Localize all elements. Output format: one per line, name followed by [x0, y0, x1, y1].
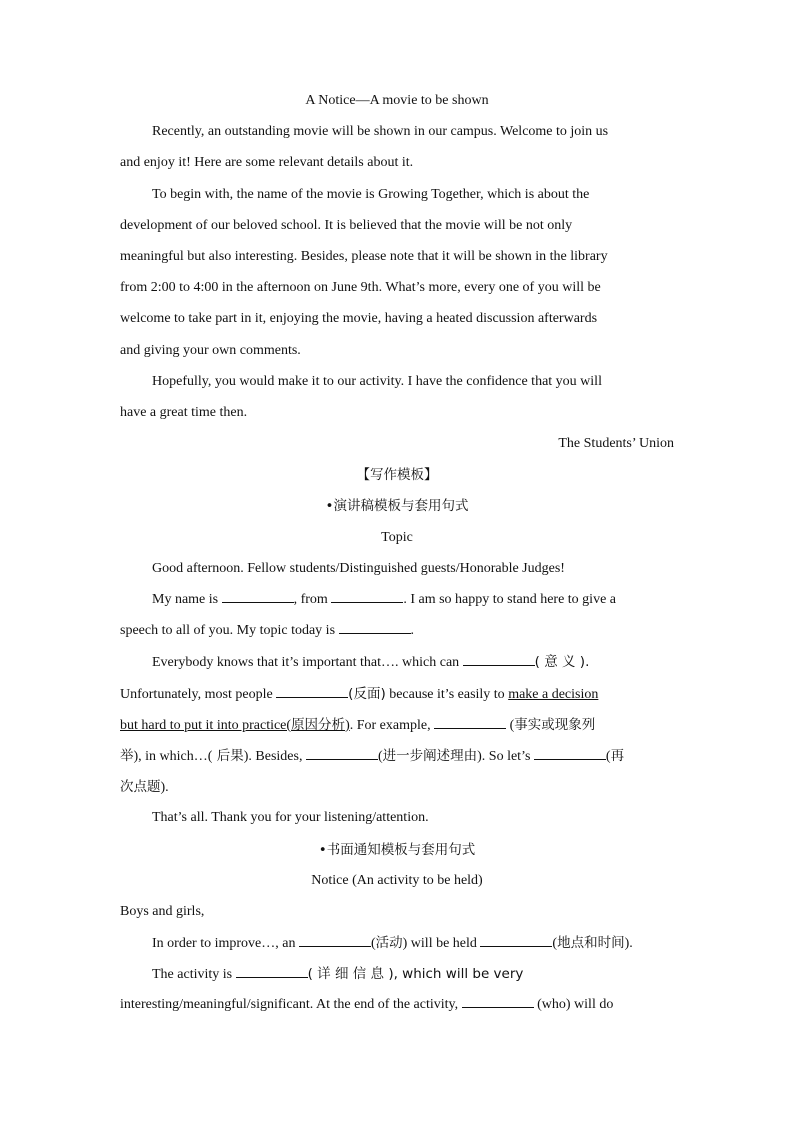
underlined-text: but hard to put it into practice( [120, 717, 292, 733]
text: ) will be held [402, 936, 481, 952]
text: ). Besides, [243, 748, 306, 764]
paragraph-line: and enjoy it! Here are some relevant details about it. [120, 155, 414, 171]
speech-closing: That’s all. Thank you for your listening/attention. [152, 810, 429, 826]
text: ( [605, 748, 611, 764]
fill-blank [222, 590, 294, 603]
paragraph-line: have a great time then. [120, 404, 248, 420]
speech-line [120, 745, 674, 776]
fill-blank [463, 653, 535, 666]
text: ( [377, 748, 383, 764]
hint-text: 举 [120, 747, 134, 764]
text: ). So let’s [477, 748, 534, 764]
hint-text: ( 详 细 信 息 ), which will be very [307, 966, 524, 983]
underlined-hint: 原因分析 [291, 716, 346, 733]
notice-line [120, 994, 674, 1025]
text: ( [370, 936, 376, 952]
fill-blank [236, 965, 308, 978]
hint-text: ( 意 义 ). [534, 654, 590, 671]
paragraph-line: Recently, an outstanding movie will be shown in our campus. Welcome to join us [152, 124, 609, 140]
signature: The Students’ Union [558, 436, 674, 452]
text: (who) will do [533, 997, 614, 1013]
notice-subtitle: Notice (An activity to be held) [311, 872, 483, 888]
text: interesting/meaningful/significant. At the end of the activity, [120, 997, 462, 1013]
hint-text: 次点题 [120, 779, 161, 796]
paragraph-line: welcome to take part in it, enjoying the movie, having a heated discussion afterwards [120, 311, 598, 327]
template-heading: 【写作模板】 [356, 467, 438, 484]
text: Everybody knows that it’s important that…. which can [152, 655, 463, 671]
text: . For example, [349, 717, 435, 733]
speech-topic: Topic [381, 529, 413, 545]
hint-text: 进一步阐述理由 [382, 747, 478, 764]
fill-blank [306, 747, 378, 760]
notice-template-heading: •书面通知模板与套用句式 [318, 841, 476, 858]
paragraph-line: from 2:00 to 4:00 in the afternoon on June 9th. What’s more, every one of you will be [120, 280, 601, 296]
paragraph-line: To begin with, the name of the movie is Growing Together, which is about the [152, 186, 590, 202]
text: The activity is [152, 967, 236, 983]
text: speech to all of you. My topic today is [120, 623, 339, 639]
fill-blank [480, 934, 552, 947]
paragraph-line: and giving your own comments. [120, 342, 301, 358]
text: ( [506, 717, 515, 733]
text: ), in which…( [133, 748, 213, 764]
speech-line [120, 683, 674, 714]
text: Unfortunately, most people [120, 686, 277, 702]
speech-line [120, 776, 674, 807]
hint-text: 活动 [375, 935, 403, 952]
speech-greeting: Good afternoon. Fellow students/Distinguished guests/Honorable Judges! [152, 560, 565, 576]
notice-title: A Notice—A movie to be shown [305, 93, 489, 108]
paragraph-line: meaningful but also interesting. Besides, please note that it will be shown in the library [120, 248, 608, 264]
text: . I am so happy to stand here to give a [403, 592, 616, 607]
hint-text: (反面) [348, 685, 386, 702]
fill-blank [339, 621, 411, 634]
speech-template-heading: •演讲稿模板与套用句式 [325, 498, 469, 515]
fill-blank [276, 685, 348, 698]
fill-blank [299, 934, 371, 947]
underlined-text: make a decision [508, 686, 599, 702]
paragraph-line: Hopefully, you would make it to our activity. I have the confidence that you will [152, 373, 602, 389]
fill-blank [534, 747, 606, 760]
speech-line [120, 620, 674, 651]
hint-text: 事实或现象列 [514, 716, 596, 733]
notice-line [120, 963, 674, 994]
text: ). [624, 936, 633, 952]
speech-line [120, 651, 674, 682]
fill-blank [462, 995, 534, 1008]
text: ( [552, 936, 558, 952]
notice-line [120, 932, 674, 963]
text: , from [293, 592, 332, 607]
fill-blank [434, 716, 506, 729]
notice-salutation: Boys and girls, [120, 903, 205, 919]
text: In order to improve…, an [152, 936, 299, 952]
text: because it’s easily to [385, 686, 509, 702]
paragraph-line: development of our beloved school. It is believed that the movie will be not only [120, 217, 573, 233]
text: My name is [152, 592, 222, 607]
underlined-text: ) [345, 717, 350, 733]
text: . [410, 623, 415, 639]
hint-text: 地点和时间 [557, 935, 625, 952]
hint-text: 后果 [212, 747, 244, 764]
fill-blank [331, 590, 403, 603]
speech-line [120, 589, 674, 620]
speech-line [120, 714, 674, 745]
document-body [120, 90, 674, 1026]
hint-text: 再 [610, 747, 625, 764]
text: ). [160, 780, 169, 796]
